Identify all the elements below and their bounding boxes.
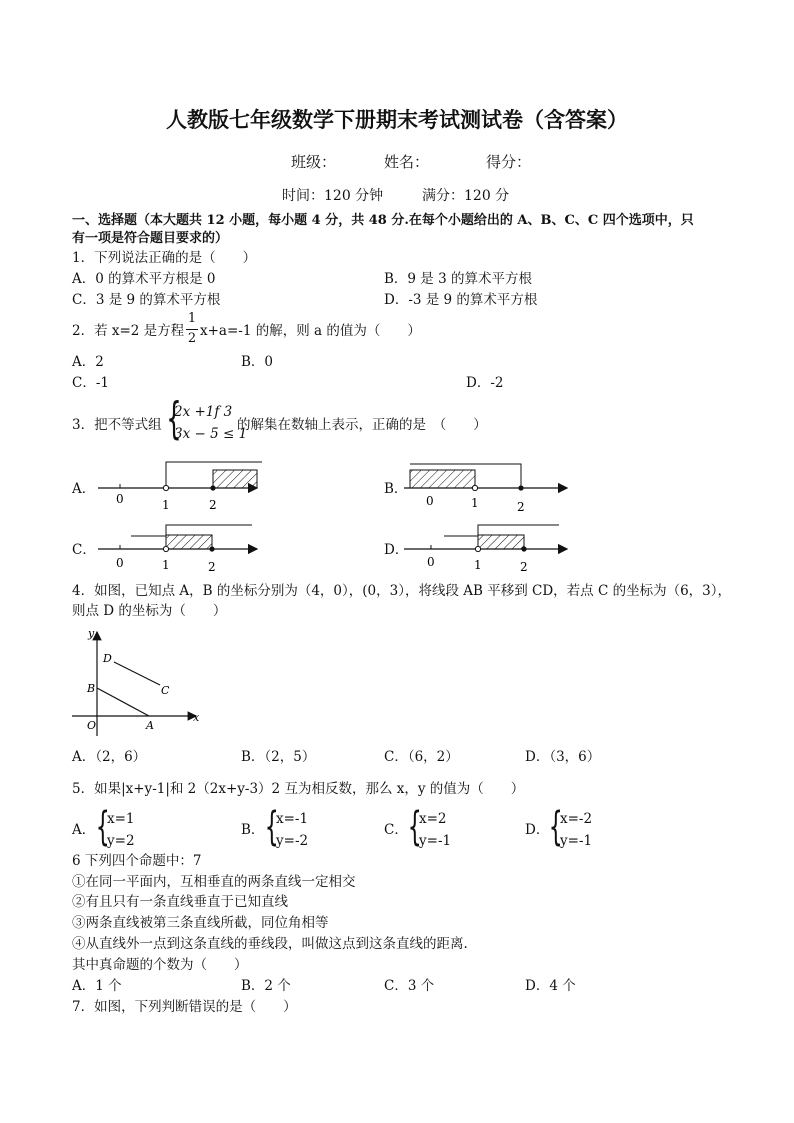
q6-option-a: A．1 个 bbox=[72, 978, 122, 994]
time-label: 时间：120 分钟 bbox=[282, 188, 384, 204]
q2-fraction-denominator: 2 bbox=[187, 331, 197, 346]
q5-option-d-y: y=-1 bbox=[560, 833, 593, 849]
tick-1-b: 1 bbox=[471, 496, 479, 510]
q5-option-b-brace: { bbox=[264, 804, 279, 850]
q5-option-a-brace: { bbox=[95, 804, 110, 850]
tick-1-d: 1 bbox=[474, 558, 482, 572]
q6-statement-3: ③两条直线被第三条直线所截，同位角相等 bbox=[72, 915, 329, 931]
q5-option-a-y: y=2 bbox=[107, 833, 135, 849]
q1-stem: 1．下列说法正确的是（ ） bbox=[72, 250, 257, 266]
tick-0-c: 0 bbox=[116, 556, 124, 570]
q6-option-d: D．4 个 bbox=[525, 978, 576, 994]
q5-option-a-x: x=1 bbox=[107, 811, 135, 827]
q3-stem-post: 的解集在数轴上表示，正确的是 （ ） bbox=[237, 417, 487, 433]
q5-option-d-x: x=-2 bbox=[560, 811, 593, 827]
q5-option-d-label: D． bbox=[525, 822, 550, 838]
q5-option-c-brace: { bbox=[407, 804, 422, 850]
number-line-c bbox=[98, 525, 257, 574]
q6-ask: 其中真命题的个数为（ ） bbox=[72, 957, 248, 973]
q5-option-b-x: x=-1 bbox=[276, 811, 309, 827]
section-heading-line2: 有一项是符合题目要求的） bbox=[72, 231, 229, 246]
axis-y-label: y bbox=[88, 627, 95, 640]
q2-fraction-numerator: 1 bbox=[187, 311, 197, 326]
q6-option-c: C．3 个 bbox=[384, 978, 435, 994]
q1-option-d: D．-3 是 9 的算术平方根 bbox=[384, 292, 538, 308]
q2-option-c: C．-1 bbox=[72, 375, 109, 391]
q1-option-a: A．0 的算术平方根是 0 bbox=[72, 271, 216, 287]
section-heading-line1: 一、选择题（本大题共 12 小题，每小题 4 分，共 48 分.在每个小题给出的 A、B、C、C 四个选项中，只 bbox=[72, 213, 694, 228]
number-line-d bbox=[404, 525, 567, 574]
q5-option-b-label: B． bbox=[241, 822, 265, 838]
tick-1-a: 1 bbox=[162, 498, 170, 512]
q5-option-c-label: C． bbox=[384, 822, 408, 838]
q4-option-b: B．（2，5） bbox=[241, 749, 316, 765]
q4-stem-line1: 4．如图，已知点 A，B 的坐标分别为（4，0），(0，3），将线段 AB 平移到 CD，若点 C 的坐标为（6，3）， bbox=[72, 583, 732, 599]
class-label: 班级： bbox=[291, 153, 337, 171]
q3-option-c: C． bbox=[72, 542, 96, 558]
q4-stem-line2: 则点 D 的坐标为（ ） bbox=[72, 603, 227, 619]
q6-stem: 6 下列四个命题中：7 bbox=[72, 853, 202, 869]
q5-option-b-y: y=-2 bbox=[276, 833, 309, 849]
tick-2-d: 2 bbox=[520, 560, 528, 574]
q5-option-a-label: A． bbox=[72, 822, 96, 838]
q2-option-b: B．0 bbox=[241, 354, 274, 370]
tick-1-c: 1 bbox=[162, 558, 170, 572]
point-a-label: A bbox=[146, 719, 154, 732]
number-line-a bbox=[98, 462, 262, 512]
score-label: 得分： bbox=[486, 153, 532, 171]
q5-stem: 5．如果|x+y-1|和 2（2x+y-3）2 互为相反数，那么 x，y 的值为（ ） bbox=[72, 781, 525, 797]
axis-x-label: x bbox=[193, 711, 200, 724]
q1-option-c: C．3 是 9 的算术平方根 bbox=[72, 292, 221, 308]
tick-2-c: 2 bbox=[208, 560, 216, 574]
q3-option-b: B． bbox=[384, 481, 408, 497]
q2-stem-pre: 2．若 x=2 是方程 bbox=[72, 323, 185, 339]
q3-inequality-1: 2x +1f 3 bbox=[174, 404, 233, 420]
q4-option-d: D．（3，6） bbox=[525, 749, 601, 765]
point-b-label: B bbox=[87, 682, 96, 695]
point-c-label: C bbox=[161, 684, 170, 697]
origin-label: O bbox=[87, 719, 97, 732]
q3-stem-pre: 3．把不等式组 bbox=[72, 417, 162, 433]
name-label: 姓名： bbox=[384, 153, 430, 171]
q1-option-b: B．9 是 3 的算术平方根 bbox=[384, 271, 532, 287]
q3-inequality-2: 3x − 5 ≤ 1 bbox=[174, 426, 248, 442]
q6-statement-1: ①在同一平面内，互相垂直的两条直线一定相交 bbox=[72, 874, 356, 890]
q2-stem-post: x+a=-1 的解，则 a 的值为（ ） bbox=[200, 323, 421, 339]
page-title: 人教版七年级数学下册期末考试测试卷（含答案） bbox=[166, 107, 628, 132]
q7-stem: 7．如图，下列判断错误的是（ ） bbox=[72, 999, 297, 1015]
q6-statement-4: ④从直线外一点到这条直线的垂线段，叫做这点到这条直线的距离. bbox=[72, 936, 468, 952]
point-d-label: D bbox=[103, 652, 112, 665]
tick-2-a: 2 bbox=[209, 498, 217, 512]
tick-0-b: 0 bbox=[426, 494, 434, 508]
q3-brace: { bbox=[166, 393, 182, 444]
tick-0-d: 0 bbox=[427, 555, 435, 569]
q3-option-d: D． bbox=[384, 542, 409, 558]
q6-option-b: B．2 个 bbox=[241, 978, 291, 994]
q4-option-c: C．（6，2） bbox=[384, 749, 459, 765]
q5-option-c-y: y=-1 bbox=[419, 833, 452, 849]
q6-statement-2: ②有且只有一条直线垂直于已知直线 bbox=[72, 894, 288, 910]
q5-option-c-x: x=2 bbox=[419, 811, 447, 827]
tick-2-b: 2 bbox=[517, 500, 525, 514]
q5-option-d-brace: { bbox=[548, 804, 563, 850]
q4-option-a: A．（2，6） bbox=[72, 749, 147, 765]
full-score-label: 满分：120 分 bbox=[422, 188, 510, 204]
q2-option-d: D．-2 bbox=[466, 375, 504, 391]
number-line-b bbox=[404, 464, 567, 514]
q2-option-a: A．2 bbox=[72, 354, 104, 370]
q3-option-a: A． bbox=[72, 481, 96, 497]
q4-coordinate-figure bbox=[72, 627, 200, 736]
tick-0-a: 0 bbox=[116, 492, 124, 506]
